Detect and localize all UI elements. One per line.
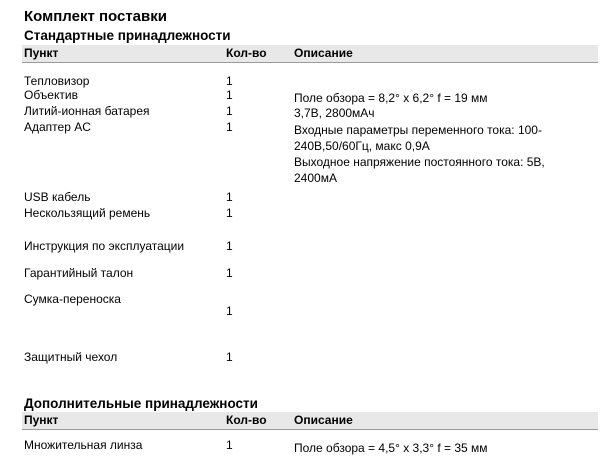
standard-section-title: Стандартные принадлежности — [24, 28, 231, 43]
table-row-desc: 2400мА — [294, 171, 337, 185]
table-row-desc: Выходное напряжение постоянного тока: 5В, — [294, 155, 545, 169]
optional-table-header — [22, 412, 598, 429]
table-row-qty: 1 — [226, 74, 233, 88]
table-row-qty: 1 — [226, 304, 233, 318]
standard-table-header — [22, 45, 598, 62]
table-row-item: Защитный чехол — [24, 350, 118, 364]
table-row-qty: 1 — [226, 266, 233, 280]
optional-section-title: Дополнительные принадлежности — [24, 396, 258, 411]
table-row-item: USB кабель — [24, 190, 91, 204]
header-qty: Кол-во — [226, 46, 267, 60]
header-desc: Описание — [294, 413, 353, 427]
header-desc: Описание — [294, 46, 353, 60]
table-row-desc: Поле обзора = 4,5° x 3,3° f = 35 мм — [294, 441, 488, 455]
table-row-desc: 3,7В, 2800мАч — [294, 106, 375, 120]
table-row-item: Множительная линза — [24, 438, 143, 452]
table-row-desc: Входные параметры переменного тока: 100- — [294, 123, 542, 137]
table-row-desc: 240В,50/60Гц, макс 0,9A — [294, 139, 430, 153]
header-qty: Кол-во — [226, 413, 267, 427]
table-row-item: Адаптер AC — [24, 120, 91, 134]
table-row-qty: 1 — [226, 104, 233, 118]
table-row-qty: 1 — [226, 120, 233, 134]
table-row-qty: 1 — [226, 88, 233, 102]
table-row-item: Тепловизор — [24, 74, 90, 88]
table-row-qty: 1 — [226, 239, 233, 253]
header-divider — [22, 62, 598, 63]
table-row-qty: 1 — [226, 350, 233, 364]
table-row-qty: 1 — [226, 206, 233, 220]
table-row-item: Объектив — [24, 88, 78, 102]
header-item: Пункт — [24, 46, 59, 60]
table-row-item: Инструкция по эксплуатации — [24, 239, 185, 253]
table-row-item: Гарантийный талон — [24, 266, 134, 280]
page-title: Комплект поставки — [24, 8, 167, 25]
table-row-item: Нескользящий ремень — [24, 206, 151, 220]
table-row-desc: Поле обзора = 8,2° x 6,2° f = 19 мм — [294, 91, 488, 105]
table-row-qty: 1 — [226, 438, 233, 452]
table-row-item: Сумка-переноска — [24, 292, 121, 306]
table-row-item: Литий-ионная батарея — [24, 104, 150, 118]
header-divider — [22, 429, 598, 430]
header-item: Пункт — [24, 413, 59, 427]
table-row-qty: 1 — [226, 190, 233, 204]
